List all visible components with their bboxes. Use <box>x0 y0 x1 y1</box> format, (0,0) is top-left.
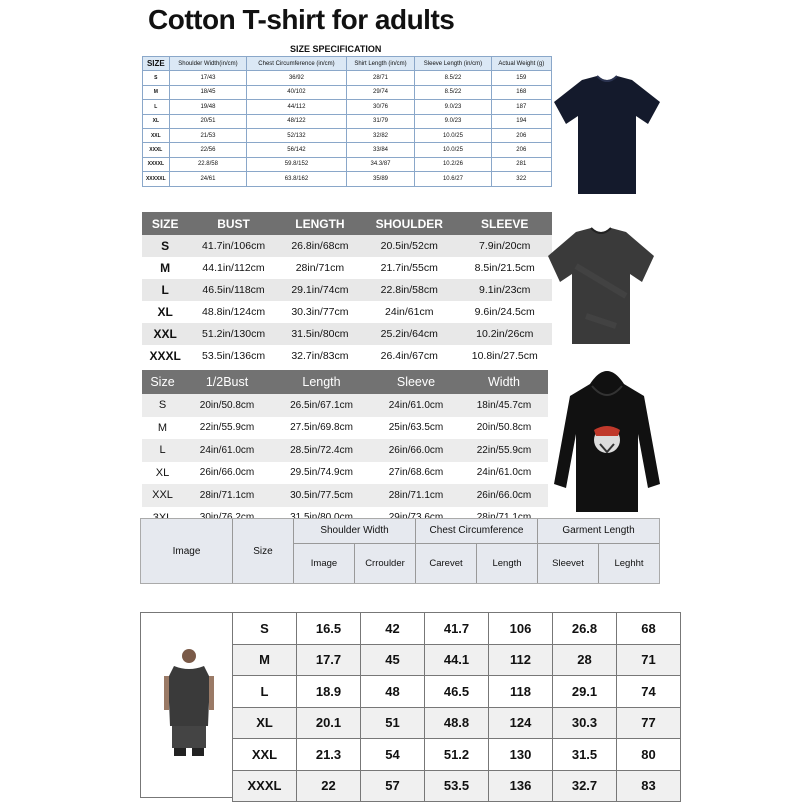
size-cell: L <box>233 676 297 708</box>
table-row <box>143 128 552 142</box>
value-cell: 44.1in/112cm <box>202 262 265 274</box>
value-cell: 206 <box>491 128 551 142</box>
value-cell: 59.8/152 <box>247 157 346 171</box>
value-cell: 8.5/22 <box>415 85 491 99</box>
value-cell: 10.8in/27.5cm <box>471 350 538 362</box>
value-cell: 159 <box>491 71 551 85</box>
value-cell: 33/84 <box>346 143 415 157</box>
table-row <box>142 301 552 323</box>
size-spec-table-2 <box>142 212 552 367</box>
value-cell: 24in/61cm <box>385 306 434 318</box>
sub-header: Leghht <box>614 558 644 569</box>
value-cell: 41.7 <box>425 613 489 645</box>
column-header: BUST <box>188 212 278 235</box>
value-cell: 28/71 <box>346 71 415 85</box>
spec-title: SIZE SPECIFICATION <box>290 44 382 54</box>
value-cell: 36/92 <box>247 71 346 85</box>
value-cell: 21/53 <box>169 128 247 142</box>
size-col-label: Size <box>253 546 273 557</box>
value-cell: 77 <box>617 707 681 739</box>
table-row <box>233 613 681 645</box>
table-row <box>142 394 548 417</box>
column-header: SIZE <box>142 212 188 235</box>
value-cell: 29.1 <box>553 676 617 708</box>
value-cell: 34.3/87 <box>346 157 415 171</box>
value-cell: 46.5in/118cm <box>188 279 278 301</box>
table-row <box>233 707 681 739</box>
group-shoulder: Shoulder Width <box>320 525 389 536</box>
size-cell: L <box>142 439 183 462</box>
value-cell: 18/45 <box>169 85 247 99</box>
value-cell: 20in/50.8cm <box>476 422 532 434</box>
table-row <box>142 462 548 485</box>
size-cell: XXL <box>142 484 183 507</box>
table-row <box>143 100 552 114</box>
value-cell: 8.5/22 <box>415 71 491 85</box>
size-cell: L <box>142 279 188 301</box>
value-cell: 136 <box>489 770 553 802</box>
size-cell: M <box>160 261 171 275</box>
navy-tshirt-image <box>552 72 662 197</box>
sub-header: Length <box>492 558 522 569</box>
size-cell: XXL <box>233 739 297 771</box>
page-title: Cotton T-shirt for adults <box>148 4 455 35</box>
value-cell: 29/74 <box>346 85 415 99</box>
value-cell: 22in/55.9cm <box>199 422 255 434</box>
value-cell: 20in/50.8cm <box>183 394 271 417</box>
value-cell: 10.2in/26cm <box>457 323 552 345</box>
value-cell: 21.7in/55cm <box>380 262 438 274</box>
value-cell: 25in/63.5cm <box>388 422 444 434</box>
value-cell: 44/112 <box>247 100 346 114</box>
value-cell: 10.2/26 <box>415 157 491 171</box>
column-header: Width <box>460 370 548 394</box>
value-cell: 10.6/27 <box>415 172 491 186</box>
column-header: SHOULDER <box>361 212 457 235</box>
value-cell: 30.5in/77.5cm <box>271 484 372 507</box>
size-spec-table-4 <box>232 612 681 802</box>
washed-black-tshirt-image <box>546 226 656 346</box>
table-row <box>143 71 552 85</box>
value-cell: 10.0/25 <box>415 128 491 142</box>
value-cell: 31.5 <box>553 739 617 771</box>
value-cell: 21.3 <box>297 739 361 771</box>
value-cell: 25.2in/64cm <box>361 323 457 345</box>
value-cell: 30.3 <box>553 707 617 739</box>
size-cell: XXXL <box>233 770 297 802</box>
table-row <box>142 417 548 440</box>
value-cell: 35/89 <box>346 172 415 186</box>
value-cell: 18in/45.7cm <box>460 394 548 417</box>
value-cell: 26in/66.0cm <box>460 484 548 507</box>
size-cell: XXXL <box>143 143 170 157</box>
value-cell: 26.4in/67cm <box>380 350 438 362</box>
table-row <box>142 345 552 367</box>
value-cell: 28in/71cm <box>295 262 345 274</box>
table-row <box>142 279 552 301</box>
value-cell: 130 <box>489 739 553 771</box>
value-cell: 106 <box>489 613 553 645</box>
size-cell: S <box>233 613 297 645</box>
table-row <box>142 323 552 345</box>
value-cell: 48/122 <box>247 114 346 128</box>
column-header: Sleeve Length (in/cm) <box>415 57 491 71</box>
size-spec-table-4-header <box>140 518 660 584</box>
table-row <box>143 143 552 157</box>
value-cell: 112 <box>489 644 553 676</box>
group-chest: Chest Circumference <box>429 525 524 536</box>
value-cell: 57 <box>361 770 425 802</box>
value-cell: 48.8in/124cm <box>202 306 266 318</box>
value-cell: 18.9 <box>297 676 361 708</box>
table-row <box>142 484 548 507</box>
value-cell: 74 <box>617 676 681 708</box>
value-cell: 24in/61.0cm <box>476 467 532 479</box>
column-header: Sleeve <box>372 370 460 394</box>
value-cell: 30/76 <box>346 100 415 114</box>
value-cell: 16.5 <box>297 613 361 645</box>
table-row <box>233 644 681 676</box>
value-cell: 22 <box>297 770 361 802</box>
value-cell: 51.2 <box>425 739 489 771</box>
column-header: LENGTH <box>279 212 361 235</box>
value-cell: 63.8/162 <box>247 172 346 186</box>
size-cell: XL <box>233 707 297 739</box>
value-cell: 10.0/25 <box>415 143 491 157</box>
image-col-label: Image <box>172 546 201 557</box>
value-cell: 9.0/23 <box>415 100 491 114</box>
washed-black-tank-image <box>158 648 220 758</box>
group-length: Garment Length <box>562 525 635 536</box>
value-cell: 27.5in/69.8cm <box>290 422 353 434</box>
value-cell: 31.5in/80cm <box>279 323 361 345</box>
value-cell: 194 <box>491 114 551 128</box>
table-row <box>233 739 681 771</box>
value-cell: 17.7 <box>297 644 361 676</box>
size-cell: XXXXXL <box>143 172 170 186</box>
table-row <box>143 85 552 99</box>
value-cell: 26in/66.0cm <box>372 439 460 462</box>
value-cell: 45 <box>361 644 425 676</box>
column-header: 1/2Bust <box>183 370 271 394</box>
value-cell: 30.3in/77cm <box>291 306 349 318</box>
value-cell: 54 <box>361 739 425 771</box>
value-cell: 31/79 <box>346 114 415 128</box>
value-cell: 53.5in/136cm <box>202 350 266 362</box>
value-cell: 26in/66.0cm <box>199 467 255 479</box>
sub-header: Carevet <box>429 558 463 569</box>
value-cell: 46.5 <box>425 676 489 708</box>
table-row <box>142 257 552 279</box>
value-cell: 32.7in/83cm <box>291 350 349 362</box>
value-cell: 9.0/23 <box>415 114 491 128</box>
value-cell: 28 <box>553 644 617 676</box>
value-cell: 26.5in/67.1cm <box>271 394 372 417</box>
black-hoodie-image <box>552 364 662 516</box>
value-cell: 29.5in/74.9cm <box>290 467 353 479</box>
value-cell: 26.8in/68cm <box>279 235 361 257</box>
value-cell: 83 <box>617 770 681 802</box>
size-cell: XXXXL <box>143 157 170 171</box>
size-spec-table-1 <box>142 56 552 187</box>
value-cell: 206 <box>491 143 551 157</box>
value-cell: 22/56 <box>169 143 247 157</box>
value-cell: 8.5in/21.5cm <box>474 262 535 274</box>
value-cell: 68 <box>617 613 681 645</box>
value-cell: 20/51 <box>169 114 247 128</box>
table-row <box>142 235 552 257</box>
value-cell: 19/48 <box>169 100 247 114</box>
table-row <box>142 439 548 462</box>
value-cell: 28in/71.1cm <box>372 484 460 507</box>
size-cell: M <box>143 85 170 99</box>
value-cell: 53.5 <box>425 770 489 802</box>
value-cell: 20.1 <box>297 707 361 739</box>
value-cell: 29.1in/74cm <box>279 279 361 301</box>
table-row <box>143 114 552 128</box>
size-cell: M <box>157 421 168 434</box>
value-cell: 51.2in/130cm <box>188 323 278 345</box>
value-cell: 322 <box>491 172 551 186</box>
value-cell: 187 <box>491 100 551 114</box>
size-spec-table-3 <box>142 370 548 529</box>
size-cell: XL <box>155 466 170 479</box>
size-cell: M <box>233 644 297 676</box>
value-cell: 22in/55.9cm <box>460 439 548 462</box>
value-cell: 42 <box>361 613 425 645</box>
size-cell: S <box>142 235 188 257</box>
value-cell: 80 <box>617 739 681 771</box>
sub-header: Image <box>310 558 338 569</box>
value-cell: 22.8/58 <box>169 157 247 171</box>
value-cell: 24in/61.0cm <box>372 394 460 417</box>
sub-header: Crroulder <box>365 558 405 569</box>
value-cell: 52/132 <box>247 128 346 142</box>
value-cell: 24in/61.0cm <box>183 439 271 462</box>
table-row <box>143 157 552 171</box>
value-cell: 168 <box>491 85 551 99</box>
value-cell: 26.8 <box>553 613 617 645</box>
sub-header: Sleevet <box>552 558 584 569</box>
size-cell: XXL <box>143 128 170 142</box>
size-cell: S <box>142 394 183 417</box>
value-cell: 20.5in/52cm <box>361 235 457 257</box>
value-cell: 22.8in/58cm <box>361 279 457 301</box>
column-header: SLEEVE <box>457 212 552 235</box>
size-cell: XL <box>157 305 173 319</box>
value-cell: 24/61 <box>169 172 247 186</box>
value-cell: 118 <box>489 676 553 708</box>
value-cell: 28in/71.1cm <box>183 484 271 507</box>
value-cell: 71 <box>617 644 681 676</box>
value-cell: 51 <box>361 707 425 739</box>
table-row <box>233 676 681 708</box>
value-cell: 41.7in/106cm <box>188 235 278 257</box>
value-cell: 48.8 <box>425 707 489 739</box>
table-row <box>233 770 681 802</box>
table-row <box>143 172 552 186</box>
value-cell: 17/43 <box>169 71 247 85</box>
column-header: Shirt Length (in/cm) <box>346 57 415 71</box>
value-cell: 9.1in/23cm <box>457 279 552 301</box>
value-cell: 48 <box>361 676 425 708</box>
value-cell: 56/142 <box>247 143 346 157</box>
column-header: Shoulder Width(in/cm) <box>169 57 247 71</box>
column-header: Length <box>271 370 372 394</box>
size-cell: XXL <box>142 323 188 345</box>
column-header: Chest Circumference (in/cm) <box>247 57 346 71</box>
value-cell: 40/102 <box>247 85 346 99</box>
column-header: Actual Weight (g) <box>491 57 551 71</box>
value-cell: 7.9in/20cm <box>457 235 552 257</box>
value-cell: 32/82 <box>346 128 415 142</box>
value-cell: 281 <box>491 157 551 171</box>
value-cell: 124 <box>489 707 553 739</box>
column-header: SIZE <box>143 57 170 71</box>
size-cell: XXXL <box>149 349 181 363</box>
value-cell: 28.5in/72.4cm <box>271 439 372 462</box>
size-cell: L <box>143 100 170 114</box>
value-cell: 32.7 <box>553 770 617 802</box>
value-cell: 27in/68.6cm <box>388 467 444 479</box>
size-cell: S <box>143 71 170 85</box>
size-cell: XL <box>143 114 170 128</box>
column-header: Size <box>142 370 183 394</box>
value-cell: 9.6in/24.5cm <box>474 306 535 318</box>
value-cell: 44.1 <box>425 644 489 676</box>
